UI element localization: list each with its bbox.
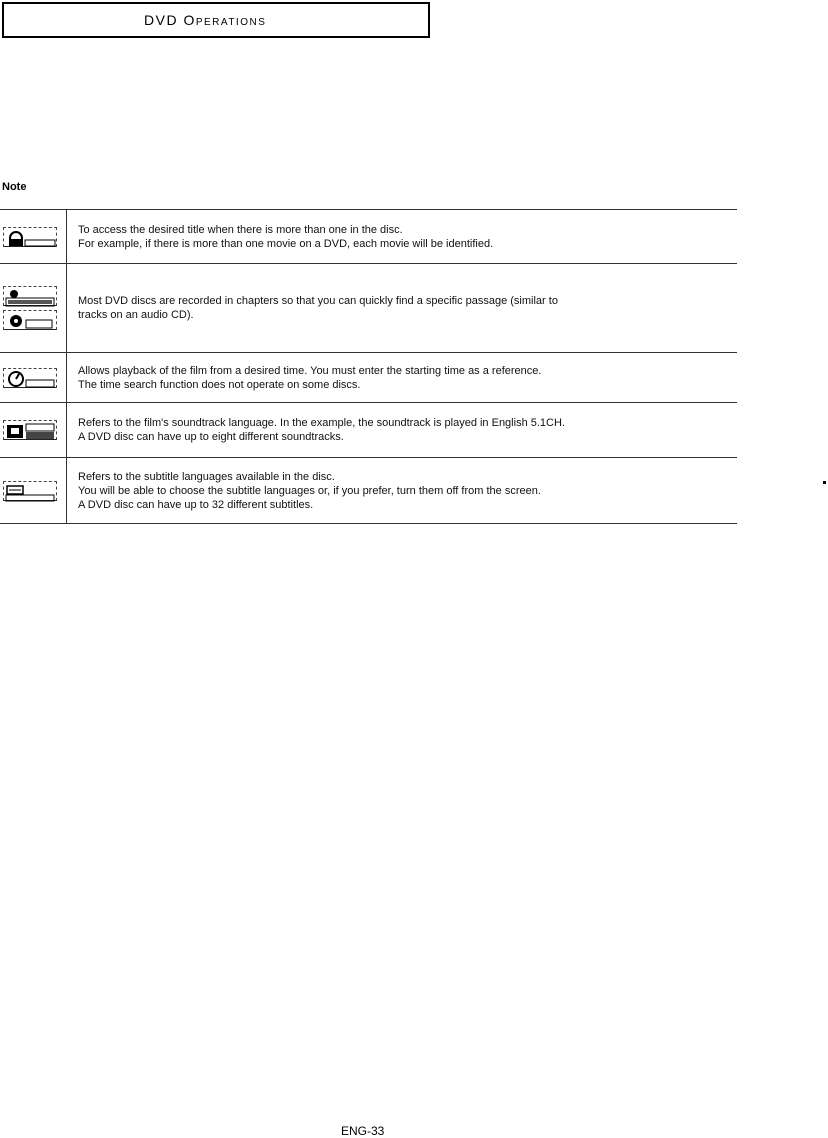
subtitle-icon bbox=[3, 481, 57, 501]
table-row bbox=[0, 458, 737, 524]
icon-cell bbox=[0, 458, 67, 524]
time-icon bbox=[3, 368, 57, 388]
title-icon bbox=[3, 227, 57, 247]
description-line: You will be able to choose the subtitle languages or, if you prefer, turn them off from the screen. bbox=[78, 484, 541, 497]
icon-cell bbox=[0, 403, 67, 458]
audio-icon bbox=[3, 420, 57, 440]
description-line: To access the desired title when there is more than one in the disc. bbox=[78, 223, 403, 236]
description-line: A DVD disc can have up to 32 different subtitles. bbox=[78, 498, 314, 511]
description-cell bbox=[67, 210, 738, 264]
table-row bbox=[0, 264, 737, 353]
table-row bbox=[0, 353, 737, 403]
table-row bbox=[0, 210, 737, 264]
description-cell bbox=[67, 458, 738, 524]
description-line: Refers to the film's soundtrack language. In the example, the soundtrack is played in English 5.1CH. bbox=[78, 417, 565, 429]
chapter-icon bbox=[3, 286, 57, 306]
description-line: A DVD disc can have up to eight different soundtracks. bbox=[78, 431, 344, 443]
description-line: tracks on an audio CD). bbox=[78, 309, 194, 321]
table-row bbox=[0, 403, 737, 458]
note-table bbox=[0, 209, 737, 524]
margin-dot bbox=[823, 481, 826, 484]
icon-cell bbox=[0, 264, 67, 353]
icon-cell bbox=[0, 210, 67, 264]
track-icon bbox=[3, 310, 57, 330]
section-header-box bbox=[2, 2, 430, 38]
description-line: Refers to the subtitle languages available in the disc. bbox=[78, 470, 335, 483]
note-label: Note bbox=[2, 181, 27, 193]
description-cell bbox=[67, 403, 738, 458]
description-cell bbox=[67, 264, 738, 353]
icon-cell bbox=[0, 353, 67, 403]
section-title: DVD Operations bbox=[144, 12, 267, 28]
description-line: The time search function does not operate on some discs. bbox=[78, 378, 361, 391]
description-line: Allows playback of the film from a desired time. You must enter the starting time as a reference. bbox=[78, 364, 542, 377]
description-cell bbox=[67, 353, 738, 403]
description-line: Most DVD discs are recorded in chapters so that you can quickly find a specific passage (similar to bbox=[78, 295, 558, 307]
description-line: For example, if there is more than one movie on a DVD, each movie will be identified. bbox=[78, 237, 494, 250]
page-number: ENG-33 bbox=[341, 1124, 385, 1138]
